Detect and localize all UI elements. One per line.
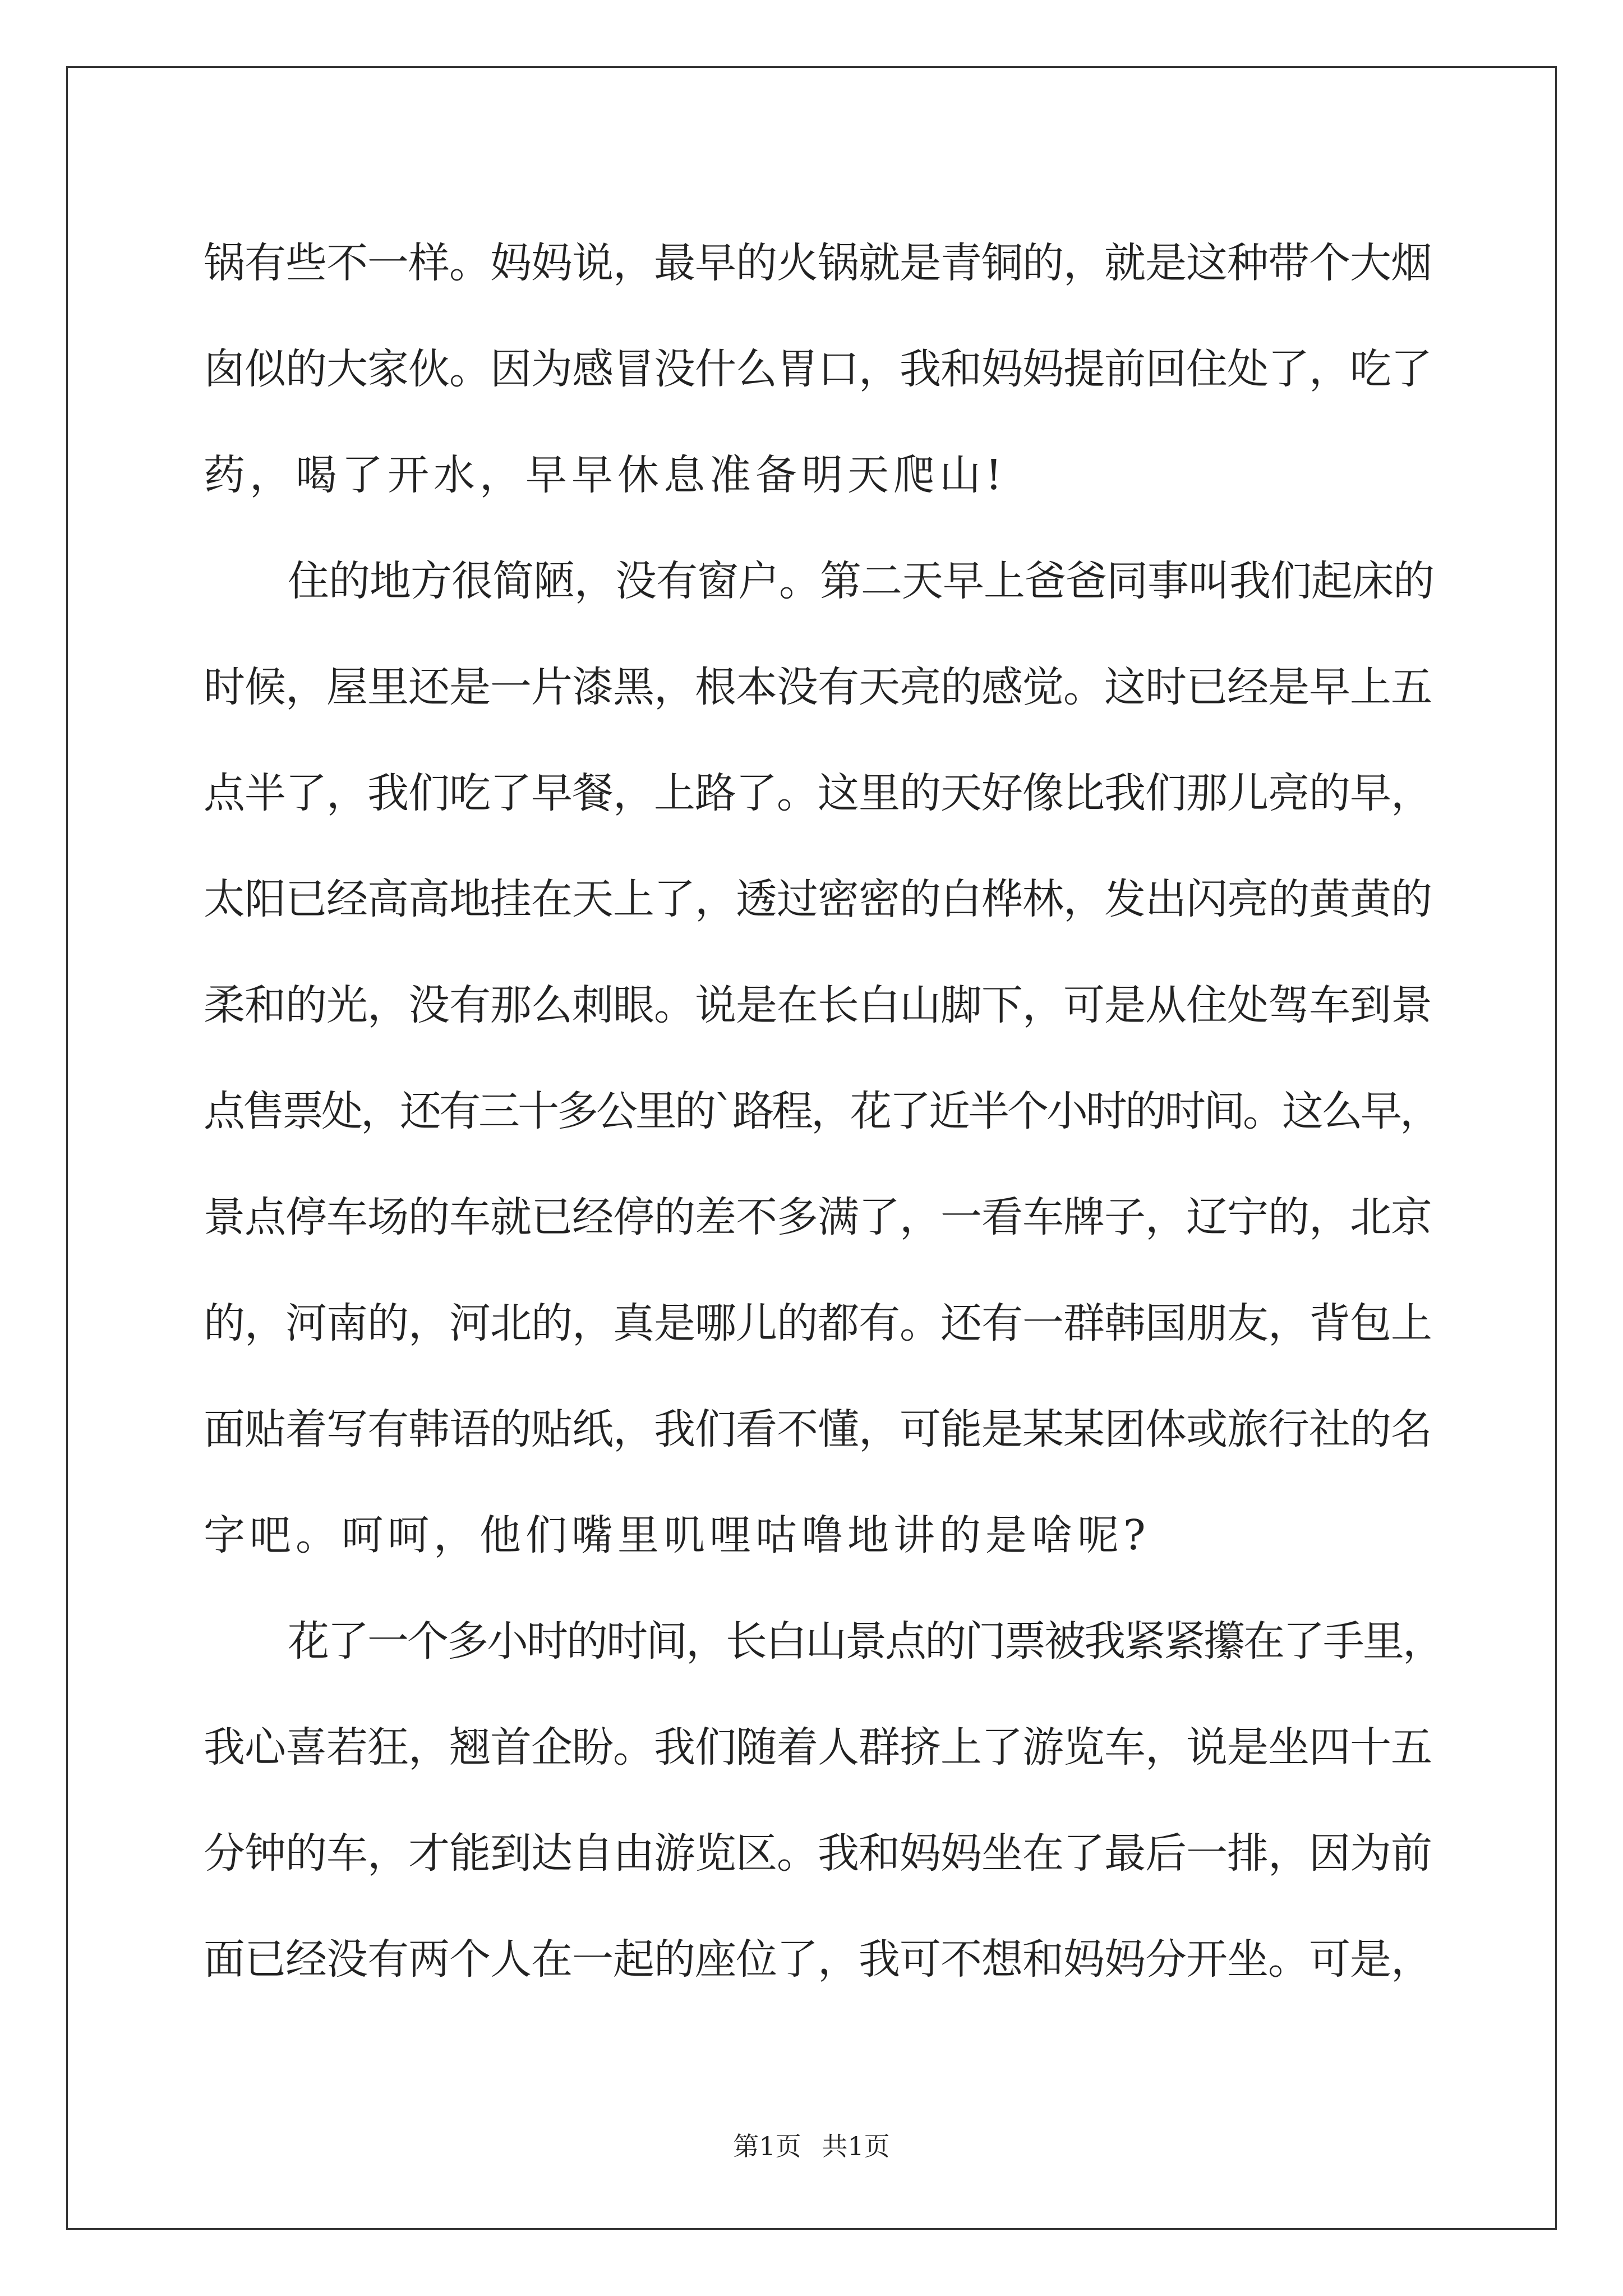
text-line: 药，喝了开水，早早休息准备明天爬山! xyxy=(204,451,1007,499)
text-line: 的，河南的，河北的，真是哪儿的都有。还有一群韩国朋友，背包上 xyxy=(204,1299,1432,1347)
text-line: 花了一个多小时的时间，长白山景点的门票被我紧紧攥在了手里， xyxy=(288,1617,1442,1665)
text-line: 字吧。呵呵，他们嘴里叽哩咕噜地讲的是啥呢? xyxy=(204,1511,1150,1559)
text-line: 锅有些不一样。妈妈说，最早的火锅就是青铜的，就是这种带个大烟 xyxy=(204,239,1432,287)
text-line: 柔和的光，没有那么刺眼。说是在长白山脚下，可是从住处驾车到景 xyxy=(204,981,1432,1029)
text-line: 我心喜若狂，翘首企盼。我们随着人群挤上了游览车，说是坐四十五 xyxy=(204,1723,1432,1772)
text-line: 太阳已经高高地挂在天上了，透过密密的白桦林，发出闪亮的黄黄的 xyxy=(204,875,1432,923)
text-line: 分钟的车，才能到达自由游览区。我和妈妈坐在了最后一排，因为前 xyxy=(204,1829,1432,1878)
page-footer xyxy=(0,2126,1623,2163)
text-line: 面贴着写有韩语的贴纸，我们看不懂，可能是某某团体或旅行社的名 xyxy=(204,1405,1432,1453)
text-line: 面已经没有两个人在一起的座位了，我可不想和妈妈分开坐。可是， xyxy=(204,1935,1432,1984)
document-body xyxy=(204,210,1443,2013)
text-line: 景点停车场的车就已经停的差不多满了，一看车牌子，辽宁的，北京 xyxy=(204,1193,1432,1241)
text-line: 时候，屋里还是一片漆黑，根本没有天亮的感觉。这时已经是早上五 xyxy=(204,663,1432,711)
text-line: 囱似的大家伙。因为感冒没什么胃口，我和妈妈提前回住处了，吃了 xyxy=(204,345,1432,393)
text-line: 点半了，我们吃了早餐，上路了。这里的天好像比我们那儿亮的早， xyxy=(204,769,1432,817)
page-total: 共1页 xyxy=(822,2131,890,2161)
text-line: 住的地方很简陋，没有窗户。第二天早上爸爸同事叫我们起床的 xyxy=(288,557,1434,605)
page-number: 第1页 xyxy=(733,2131,801,2161)
text-line: 点售票处，还有三十多公里的`路程，花了近半个小时的时间。这么早， xyxy=(204,1087,1439,1135)
